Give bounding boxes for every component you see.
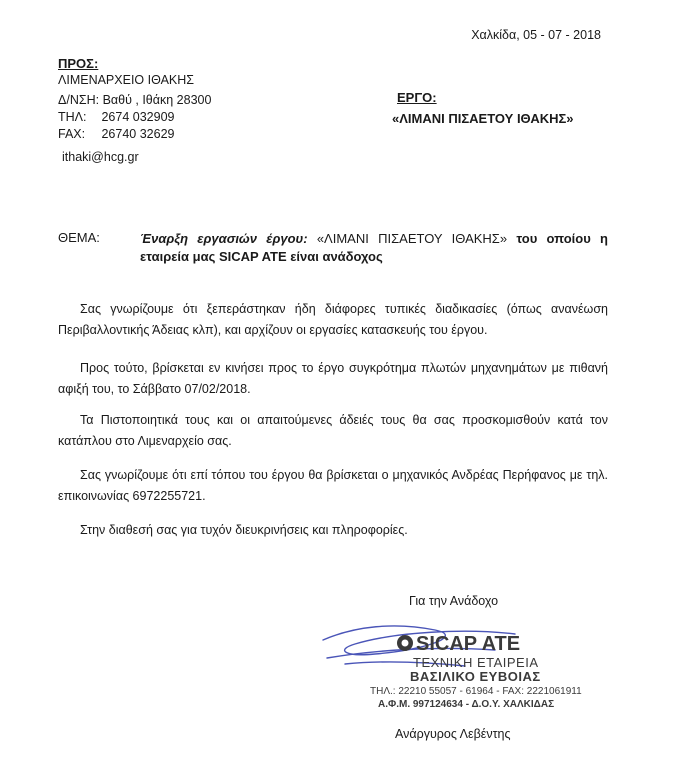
subject-text [140,230,608,266]
subject-label: ΘΕΜΑ: [58,230,100,245]
subject-part2: του οποίου η εταιρεία μας SICAP ATE είναι ανάδοχος [140,231,608,264]
closing-line: Για την Ανάδοχο [409,594,499,608]
recipient-name: ΛΙΜΕΝΑΡΧΕΙΟ ΙΘΑΚΗΣ [58,73,195,87]
stamp-line2: ΒΑΣΙΛΙΚΟ ΕΥΒΟΙΑΣ [410,669,541,684]
company-stamp [315,620,615,720]
body-paragraph: Σας γνωρίζουμε ότι ξεπεράστηκαν ήδη διάφορες τυπικές διαδικασίες (όπως ανανέωση Περιβαλλοντικής Άδειας κλπ), και αρχίζουν οι εργασίες κατασκευής του έργου. [58,302,608,337]
project-value: «ΛΙΜΑΝΙ ΠΙΣΑΕΤΟΥ ΙΘΑΚΗΣ» [392,111,574,126]
subject-part1: Έναρξη εργασιών έργου: [140,231,308,246]
body-paragraph: Στην διαθεσή σας για τυχόν διευκρινήσεις και πληροφορίες. [80,523,408,537]
stamp-line4: Α.Φ.Μ. 997124634 - Δ.Ο.Υ. ΧΑΛΚΙΔΑΣ [378,699,555,710]
fax-value: 26740 32629 [101,127,175,141]
sicap-logo-icon [397,635,413,651]
stamp-line3: ΤΗΛ.: 22210 55057 - 61964 - FAX: 2221061911 [370,686,582,697]
signer-name: Ανάργυρος Λεβέντης [395,727,511,741]
stamp-company: SICAP ATE [416,633,521,655]
phone-value: 2674 032909 [101,110,175,124]
recipient-email: ithaki@hcg.gr [62,150,139,164]
body-paragraph: Σας γνωρίζουμε ότι επί τόπου του έργου θα βρίσκεται ο μηχανικός Ανδρέας Περήφανος με τηλ. επικοινωνίας 6972255721. [58,468,608,503]
recipient-fax-row [58,127,174,141]
stamp-line1: ΤΕΧΝΙΚΗ ΕΤΑΙΡΕΙΑ [413,655,539,670]
body-paragraph: Τα Πιστοποιητικά τους και οι απαιτούμενες άδειές τους θα σας προσκομισθούν κατά τον κατάπλου στο Λιμεναρχείο σας. [58,413,608,448]
subject-project-name: «ΛΙΜΑΝΙ ΠΙΣΑΕΤΟΥ ΙΘΑΚΗΣ» [316,231,508,246]
address-value: Βαθύ , Ιθάκη 28300 [102,93,212,107]
letter-date: Χαλκίδα, 05 - 07 - 2018 [471,28,601,42]
project-label: ΕΡΓΟ: [397,90,437,105]
fax-key: FAX: [58,127,86,141]
body-paragraph: Προς τούτο, βρίσκεται εν κινήσει προς το έργο συγκρότημα πλωτών μηχανημάτων με πιθανή αφιξή του, το Σάββατο 07/02/2018. [58,361,608,396]
address-key: Δ/ΝΣΗ: [58,93,100,107]
recipient-phone-row [58,110,174,124]
recipient-label: ΠΡΟΣ: [58,56,99,71]
recipient-address-row [58,93,211,107]
phone-key: ΤΗΛ: [58,110,87,124]
